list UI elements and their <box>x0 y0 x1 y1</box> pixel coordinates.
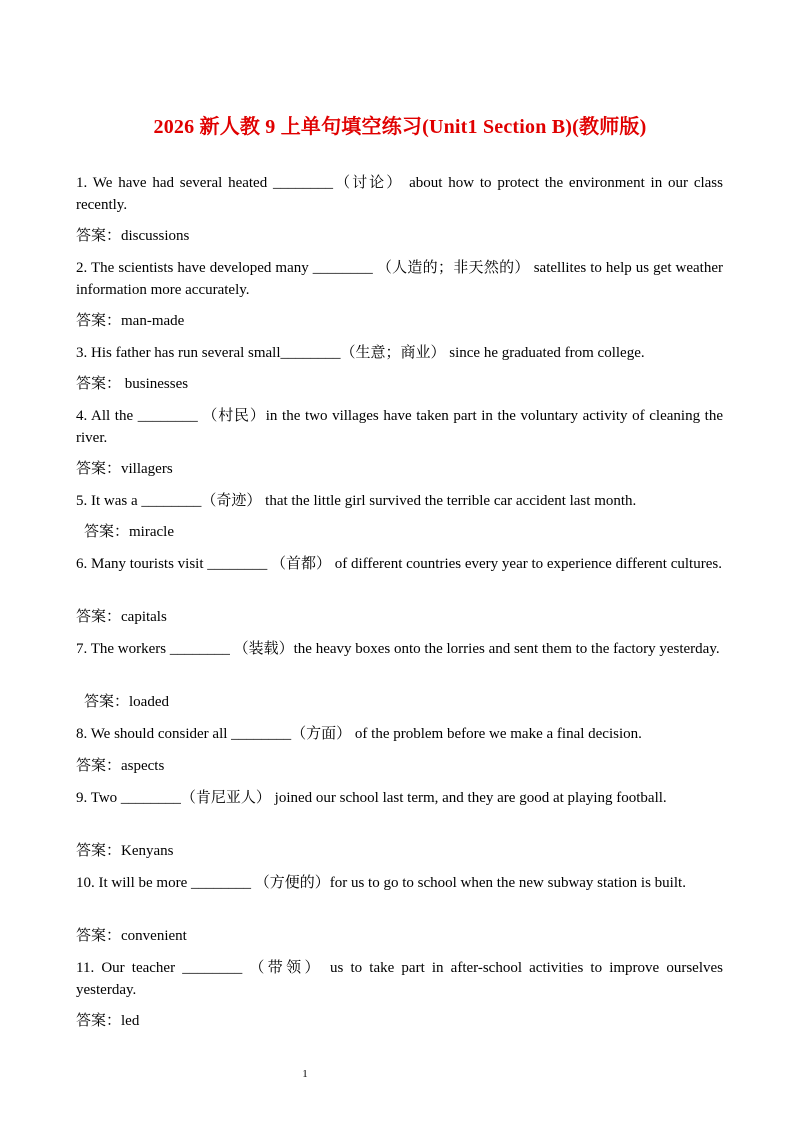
question-6: 6. Many tourists visit ________ （首都） of different countries every year to experience different cultures. <box>76 556 722 572</box>
question-1: 1. We have had several heated ________（讨论） about how to protect the environment in our class recently. <box>76 175 723 213</box>
question-10: 10. It will be more ________ （方便的）for us to go to school when the new subway station is built. <box>76 875 686 891</box>
answer-3: 答案： businesses <box>76 376 189 392</box>
question-2: 2. The scientists have developed many ________ （人造的；非天然的） satellites to help us get weather information more accurately. <box>76 260 723 298</box>
question-5: 5. It was a ________（奇迹） that the little girl survived the terrible car accident last month. <box>76 493 637 509</box>
answer-4: 答案：villagers <box>76 461 173 477</box>
question-11: 11. Our teacher ________ （带领） us to take part in after-school activities to improve ourselves yesterday. <box>76 960 723 998</box>
answer-8: 答案：aspects <box>76 758 165 774</box>
page-number: 1 <box>302 1068 308 1080</box>
question-9: 9. Two ________（肯尼亚人） joined our school last term, and they are good at playing football. <box>76 790 667 806</box>
answer-2: 答案：man-made <box>76 313 185 329</box>
question-4: 4. All the ________ （村民）in the two villages have taken part in the voluntary activity of cleaning the river. <box>76 408 723 446</box>
answer-7: 答案：loaded <box>84 694 169 710</box>
answer-6: 答案：capitals <box>76 609 167 625</box>
answer-1: 答案：discussions <box>76 228 190 244</box>
answer-9: 答案：Kenyans <box>76 843 174 859</box>
page-title: 2026 新人教 9 上单句填空练习(Unit1 Section B)(教师版) <box>153 116 647 138</box>
question-7: 7. The workers ________ （装载）the heavy boxes onto the lorries and sent them to the factory yesterday. <box>76 641 720 657</box>
question-3: 3. His father has run several small________（生意；商业） since he graduated from college. <box>76 345 645 361</box>
question-8: 8. We should consider all ________（方面） of the problem before we make a final decision. <box>76 726 642 742</box>
answer-5: 答案：miracle <box>84 524 174 540</box>
answer-10: 答案：convenient <box>76 928 187 944</box>
answer-11: 答案：led <box>76 1013 140 1029</box>
